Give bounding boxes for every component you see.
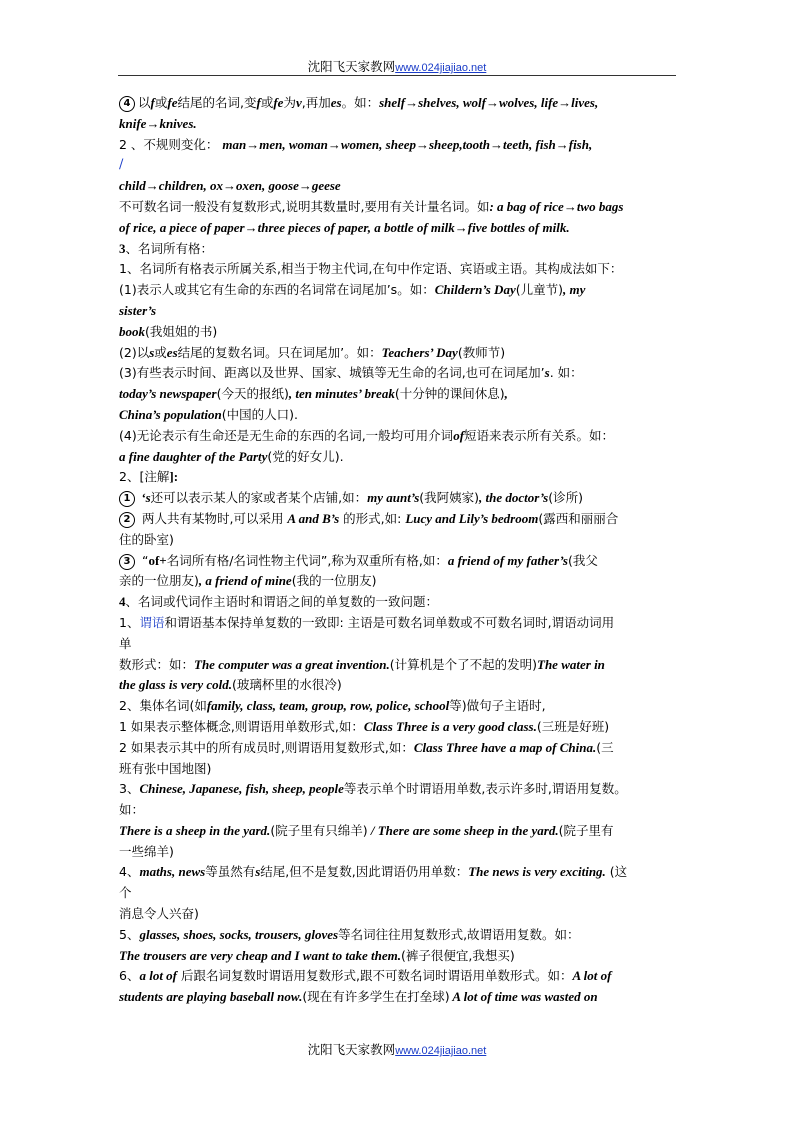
line-9: 1、名词所有格表示所属关系,相当于物主代词,在句中作定语、宾语或主语。其构成法如下： — [119, 261, 623, 277]
line-35: 如： — [119, 802, 145, 818]
page-header — [0, 60, 794, 75]
header-site-name: 沈阳飞天家教网 — [307, 59, 396, 74]
line-31: 1 如果表示整体概念,则谓语用单数形式,如：Class Three is a very good class.(三班是好班) — [119, 718, 610, 734]
line-44: students are playing baseball now.(现在有许多学生在打垒球) A lot of time was wasted on — [119, 989, 598, 1005]
page-footer — [0, 1043, 794, 1058]
circled-number-3: 3 — [119, 554, 135, 570]
line-6: 不可数名词一般没有复数形式,说明其数量时,要用有关计量名词。如: a bag of rice→two bags — [119, 198, 624, 214]
footer-site-name: 沈阳飞天家教网 — [307, 1042, 396, 1057]
header-url-link[interactable]: www.024jiajiao.net — [395, 62, 487, 74]
document-body — [119, 93, 679, 1008]
line-39: 个 — [119, 885, 132, 901]
line-23: 3 “of+名词所有格/名词性物主代词”,称为双重所有格,如：a friend of my father’s(我父 — [119, 551, 679, 572]
line-12: book(我姐姐的书) — [119, 323, 218, 339]
line-42: The trousers are very cheap and I want to take them.(裤子很便宜,我想买) — [119, 947, 515, 963]
footer-url-link[interactable]: www.024jiajiao.net — [395, 1045, 487, 1057]
line-13: (2)以s或es结尾的复数名词。只在词尾加’。如：Teachers’ Day(教师节) — [119, 344, 506, 360]
circled-number-4: 4 — [119, 96, 135, 112]
predicate-link[interactable]: 谓语 — [139, 614, 165, 630]
header-rule — [118, 75, 676, 76]
line-21: 2 两人共有某物时,可以采用 A and B’s 的形式,如: Lucy and Lily’s bedroom(露西和丽丽合 — [119, 509, 679, 530]
line-3: 2 、不规则变化： man→men, woman→women, sheep→sheep,tooth→teeth, fish→fish, — [119, 136, 593, 152]
line-43: 6、a lot of 后跟名词复数时谓语用复数形式,跟不可数名词时谓语用单数形式。如：A lot of — [119, 968, 612, 984]
line-7: of rice, a piece of paper→three pieces of paper, a bottle of milk→five bottles of milk. — [119, 219, 570, 235]
line-4: / — [119, 157, 124, 173]
circled-number-1: 1 — [119, 491, 135, 507]
line-37: 一些绵羊) — [119, 843, 174, 859]
line-34: 3、Chinese, Japanese, fish, sheep, people等表示单个时谓语用单数,表示许多时,谓语用复数。 — [119, 781, 627, 797]
line-29: the glass is very cold.(玻璃杯里的水很冷) — [119, 677, 342, 693]
line-28: 数形式：如：The computer was a great invention.(计算机是个了不起的发明)The water in — [119, 656, 605, 672]
line-40: 消息令人兴奋) — [119, 906, 199, 922]
line-19: 2、[注解]: — [119, 469, 179, 485]
line-41: 5、glasses, shoes, socks, trousers, gloves等名词往往用复数形式,故谓语用复数。如： — [119, 926, 580, 942]
line-38: 4、maths, news等虽然有s结尾,但不是复数,因此谓语仍用单数：The news is very exciting. (这 — [119, 864, 628, 880]
line-10: (1)表示人或其它有生命的东西的名词常在词尾加’s。如：Childern’s Day(儿童节), my — [119, 282, 586, 298]
circled-number-2: 2 — [119, 512, 135, 528]
line-25: 4、名词或代词作主语时和谓语之间的单复数的一致问题： — [119, 594, 439, 610]
line-20: 1 ‘s还可以表示某人的家或者某个店铺,如：my aunt’s(我阿姨家), the doctor’s(诊所) — [119, 488, 679, 509]
line-8: 3、名词所有格： — [119, 240, 214, 256]
line-22: 住的卧室) — [119, 531, 174, 547]
line-5: child→children, ox→oxen, goose→geese — [119, 178, 341, 194]
line-24: 亲的一位朋友), a friend of mine(我的一位朋友) — [119, 573, 377, 589]
line-15: today’s newspaper(今天的报纸), ten minutes’ break(十分钟的课间休息), — [119, 386, 508, 402]
line-14: (3)有些表示时间、距离以及世界、国家、城镇等无生命的名词,也可在词尾加’s. 如： — [119, 365, 583, 381]
line-2: knife→knives. — [119, 115, 197, 131]
line-36: There is a sheep in the yard.(院子里有只绵羊) / There are some sheep in the yard.(院子里有 — [119, 822, 614, 838]
line-33: 班有张中国地图) — [119, 760, 212, 776]
line-16: China’s population(中国的人口). — [119, 406, 298, 422]
line-17: (4)无论表示有生命还是无生命的东西的名词,一般均可用介词of短语来表示所有关系。如： — [119, 427, 615, 443]
line-26: 1、谓语和谓语基本保持单复数的一致即: 主语是可数名词单数或不可数名词时,谓语动词用 — [119, 614, 615, 630]
line-30: 2、集体名词(如family, class, team, group, row, police, school等)做句子主语时, — [119, 698, 546, 714]
line-32: 2 如果表示其中的所有成员时,则谓语用复数形式,如：Class Three have a map of China.(三 — [119, 739, 614, 755]
line-11: sister’s — [119, 302, 157, 318]
line-18: a fine daughter of the Party(党的好女儿). — [119, 448, 344, 464]
line-27: 单 — [119, 635, 132, 651]
line-1: 4 以f或fe结尾的名词,变f或fe为v,再加es。如：shelf→shelves, wolf→wolves, life→lives, — [119, 93, 679, 114]
